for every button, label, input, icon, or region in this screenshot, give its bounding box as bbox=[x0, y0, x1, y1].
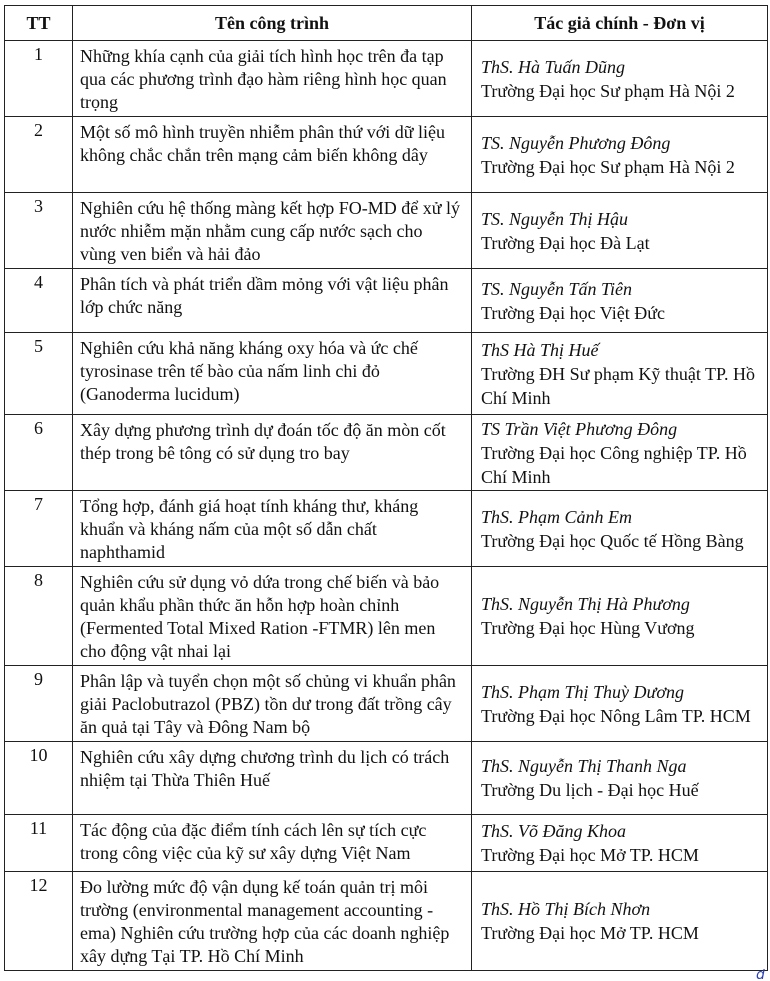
author-unit: Trường Đại học Việt Đức bbox=[481, 302, 665, 323]
project-title: Xây dựng phương trình dự đoán tốc độ ăn mòn cốt thép trong bê tông có sử dụng tro bay bbox=[73, 415, 472, 491]
row-number: 9 bbox=[5, 666, 73, 742]
table-row bbox=[5, 666, 768, 742]
author-unit: Trường Đại học Quốc tế Hồng Bàng bbox=[481, 530, 744, 551]
row-number: 5 bbox=[5, 333, 73, 415]
header-row bbox=[5, 6, 768, 41]
row-number: 6 bbox=[5, 415, 73, 491]
author-cell bbox=[472, 193, 768, 269]
table-row bbox=[5, 269, 768, 333]
project-title: Nghiên cứu khả năng kháng oxy hóa và ức chế tyrosinase trên tế bào của nấm linh chi đỏ (Ganoderma lucidum) bbox=[73, 333, 472, 415]
project-title: Tác động của đặc điểm tính cách lên sự tích cực trong công việc của kỹ sư xây dựng Việt Nam bbox=[73, 815, 472, 872]
author-name: ThS. Phạm Thị Thuỳ Dương bbox=[481, 681, 684, 702]
table-row bbox=[5, 41, 768, 117]
author-unit: Trường Đại học Nông Lâm TP. HCM bbox=[481, 705, 751, 726]
author-unit: Trường Đại học Hùng Vương bbox=[481, 618, 695, 638]
author-name: ThS. Hà Tuấn Dũng bbox=[481, 56, 626, 77]
author-name: ThS. Nguyễn Thị Thanh Nga bbox=[481, 756, 687, 776]
row-number: 4 bbox=[5, 269, 73, 333]
author-name: ThS. Võ Đăng Khoa bbox=[481, 821, 627, 841]
author-name: ThS. Nguyễn Thị Hà Phương bbox=[481, 594, 690, 614]
author-cell bbox=[472, 491, 768, 567]
author-unit: Trường Đại học Sư phạm Hà Nội 2 bbox=[481, 80, 735, 101]
author-cell bbox=[472, 815, 768, 872]
table-row bbox=[5, 333, 768, 415]
author-cell bbox=[472, 742, 768, 815]
author-unit: Trường Đại học Mở TP. HCM bbox=[481, 845, 699, 865]
table-row bbox=[5, 491, 768, 567]
row-number: 3 bbox=[5, 193, 73, 269]
awards-table bbox=[4, 5, 768, 971]
project-title: Nghiên cứu sử dụng vỏ dứa trong chế biến và bảo quản khẩu phần thức ăn hỗn hợp hoàn chỉnh (Fermented Total Mixed Ration -FTMR) lên men cho động vật nhai lại bbox=[73, 567, 472, 666]
author-name: ThS. Phạm Cảnh Em bbox=[481, 506, 633, 527]
author-unit: Trường ĐH Sư phạm Kỹ thuật TP. Hồ Chí Minh bbox=[481, 363, 756, 408]
row-number: 8 bbox=[5, 567, 73, 666]
author-cell bbox=[472, 872, 768, 971]
author-cell bbox=[472, 666, 768, 742]
project-title: Nghiên cứu xây dựng chương trình du lịch có trách nhiệm tại Thừa Thiên Huế bbox=[73, 742, 472, 815]
project-title: Một số mô hình truyền nhiễm phân thứ với dữ liệu không chắc chắn trên mạng cảm biến không dây bbox=[73, 117, 472, 193]
row-number: 11 bbox=[5, 815, 73, 872]
project-title: Phân lập và tuyển chọn một số chủng vi khuẩn phân giải Paclobutrazol (PBZ) tồn dư trong đất trồng cây ăn quả tại Tây và Đông Nam bộ bbox=[73, 666, 472, 742]
project-title: Nghiên cứu hệ thống màng kết hợp FO-MD để xử lý nước nhiễm mặn nhằm cung cấp nước sạch cho vùng ven biển và hải đảo bbox=[73, 193, 472, 269]
author-name: ThS. Hồ Thị Bích Nhơn bbox=[481, 899, 651, 919]
author-cell bbox=[472, 117, 768, 193]
row-number: 2 bbox=[5, 117, 73, 193]
row-number: 7 bbox=[5, 491, 73, 567]
table-row bbox=[5, 415, 768, 491]
author-unit: Trường Du lịch - Đại học Huế bbox=[481, 780, 699, 800]
author-unit: Trường Đại học Công nghiệp TP. Hồ Chí Minh bbox=[481, 442, 747, 487]
header-title: Tên công trình bbox=[73, 6, 472, 41]
header-author: Tác giả chính - Đơn vị bbox=[472, 6, 768, 41]
author-cell bbox=[472, 415, 768, 491]
author-name: TS. Nguyễn Tấn Tiên bbox=[481, 278, 633, 299]
project-title: Những khía cạnh của giải tích hình học trên đa tạp qua các phương trình đạo hàm riêng hình học quan trọng bbox=[73, 41, 472, 117]
project-title: Phân tích và phát triển dầm mỏng với vật liệu phân lớp chức năng bbox=[73, 269, 472, 333]
author-name: TS Trần Việt Phương Đông bbox=[481, 418, 678, 439]
author-name: ThS Hà Thị Huế bbox=[481, 339, 599, 360]
author-cell bbox=[472, 567, 768, 666]
author-cell bbox=[472, 269, 768, 333]
header-tt: TT bbox=[5, 6, 73, 41]
author-cell bbox=[472, 333, 768, 415]
table-row bbox=[5, 742, 768, 815]
row-number: 12 bbox=[5, 872, 73, 971]
table-row bbox=[5, 117, 768, 193]
row-number: 1 bbox=[5, 41, 73, 117]
author-name: TS. Nguyễn Phương Đông bbox=[481, 132, 671, 153]
project-title: Tổng hợp, đánh giá hoạt tính kháng thư, kháng khuẩn và kháng nấm của một số dẫn chất naphthamid bbox=[73, 491, 472, 567]
table-row bbox=[5, 815, 768, 872]
handwritten-mark: d bbox=[756, 969, 765, 981]
table-row bbox=[5, 193, 768, 269]
project-title: Đo lường mức độ vận dụng kế toán quản trị môi trường (environmental management accounting - ema) Nghiên cứu trường hợp của các doanh nghiệp xây dựng Tại TP. Hồ Chí Minh bbox=[73, 872, 472, 971]
author-unit: Trường Đại học Đà Lạt bbox=[481, 232, 650, 253]
author-name: TS. Nguyễn Thị Hậu bbox=[481, 208, 629, 229]
table-row bbox=[5, 872, 768, 971]
row-number: 10 bbox=[5, 742, 73, 815]
author-unit: Trường Đại học Sư phạm Hà Nội 2 bbox=[481, 156, 735, 177]
table-row bbox=[5, 567, 768, 666]
author-unit: Trường Đại học Mở TP. HCM bbox=[481, 923, 699, 943]
author-cell bbox=[472, 41, 768, 117]
